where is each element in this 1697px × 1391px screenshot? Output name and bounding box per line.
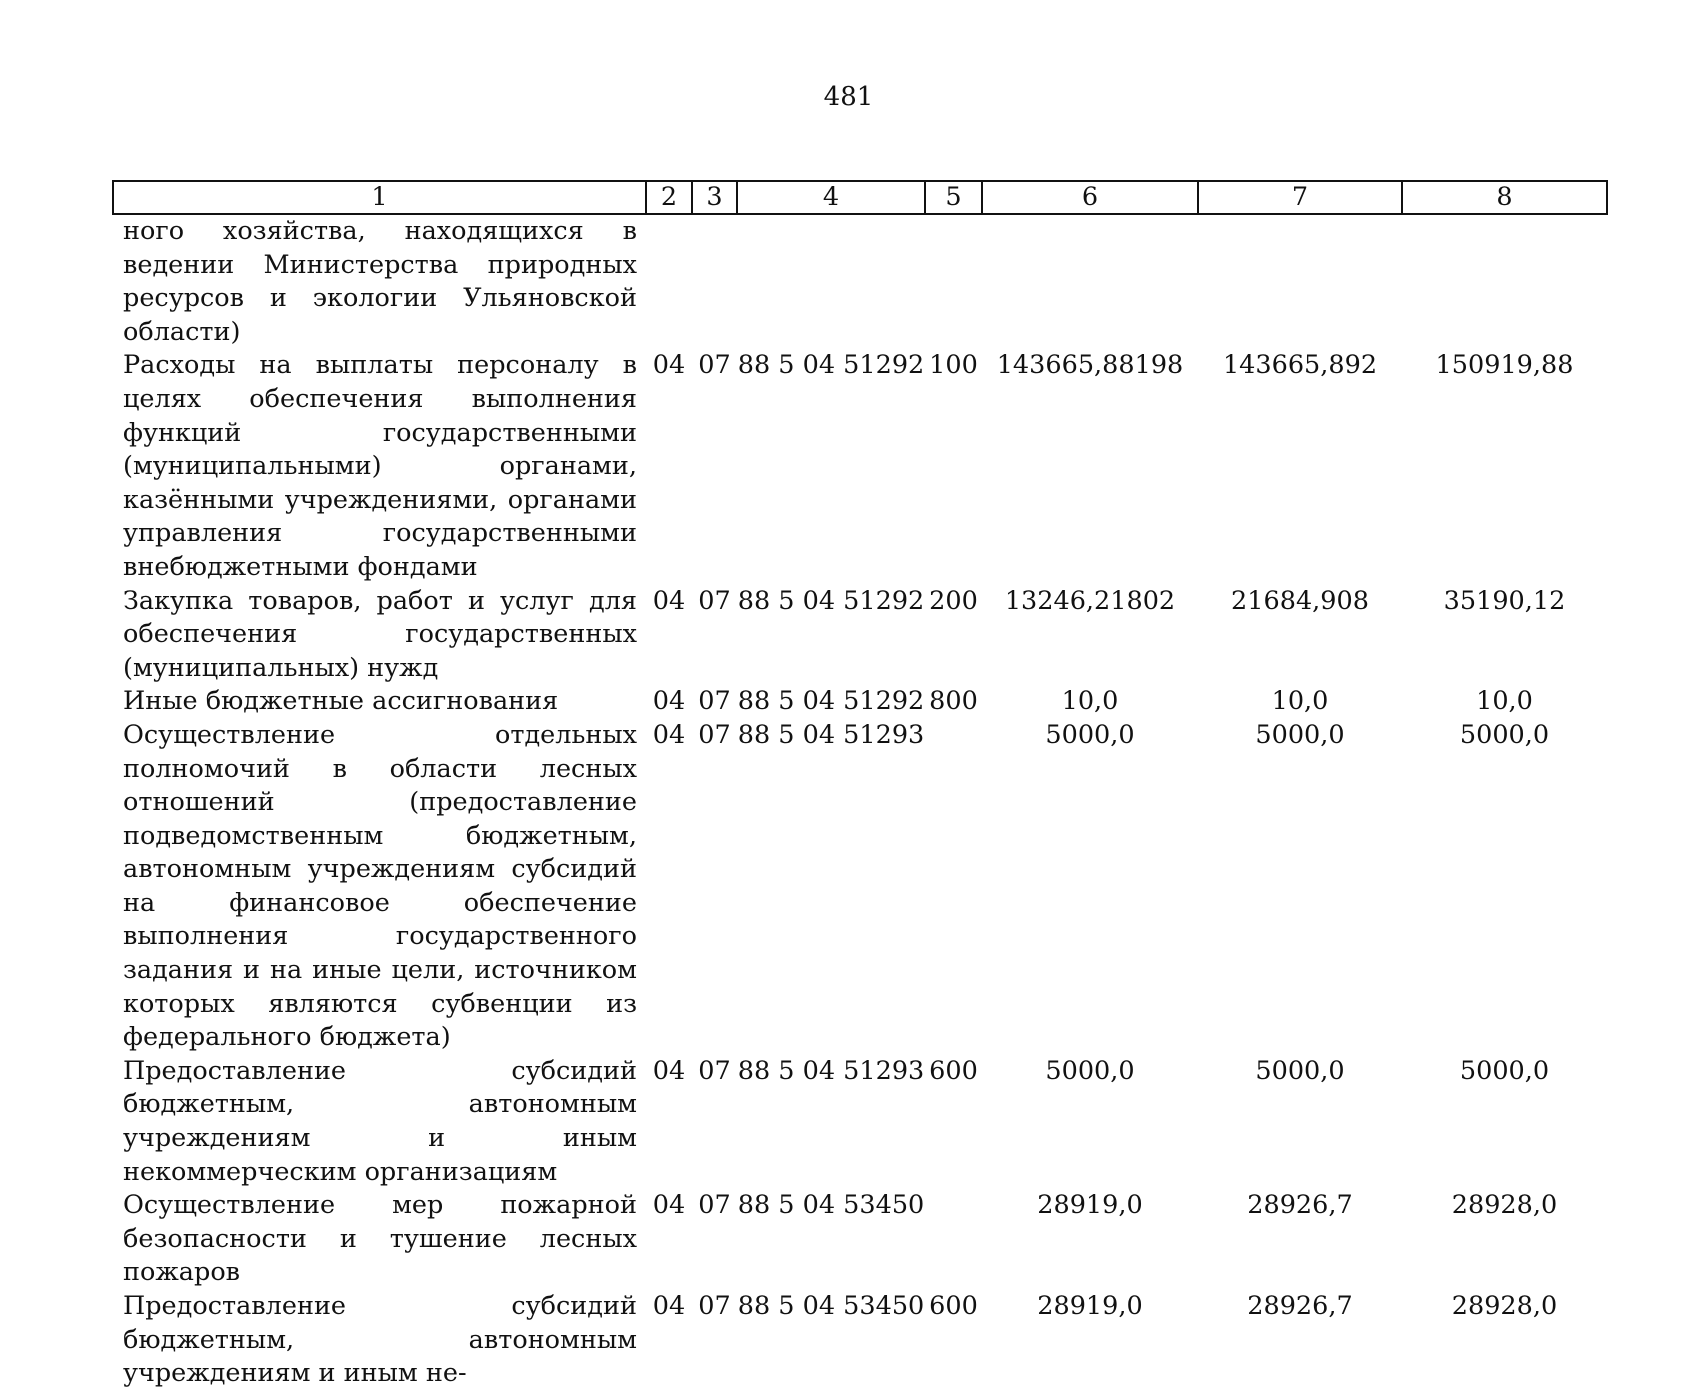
header-col-1: 1 — [113, 181, 646, 214]
header-col-6: 6 — [982, 181, 1198, 214]
row-target-code: 88 5 04 51292 — [737, 350, 925, 381]
row-value-8: 5000,0 — [1459, 1055, 1550, 1086]
row-section: 04 — [652, 719, 686, 750]
row-name: Расходы на выплаты персоналу в целях обеспечения выполнения функций государственными (муниципальными) органами, казёнными учреждениями, органами управления государственными внебюджетными фондами — [123, 350, 637, 582]
row-value-7: 21684,908 — [1231, 585, 1369, 616]
row-target-code: 88 5 04 53450 — [737, 1190, 925, 1221]
table-row — [113, 214, 1607, 349]
row-expense-type: 600 — [929, 1055, 978, 1086]
row-value-7: 5000,0 — [1255, 719, 1345, 750]
row-target-code: 88 5 04 51292 — [737, 585, 925, 616]
row-expense-type: 800 — [929, 686, 978, 717]
page-number: 481 — [823, 82, 874, 112]
table-body — [113, 214, 1607, 1391]
row-subsection: 07 — [698, 719, 731, 750]
row-name: Закупка товаров, работ и услуг для обеспечения государственных (муниципальных) нужд — [123, 585, 637, 683]
row-value-7 — [1198, 214, 1402, 349]
table-row — [113, 349, 1607, 584]
header-col-2: 2 — [646, 181, 692, 214]
table-row — [113, 719, 1607, 1055]
budget-table — [112, 180, 1608, 1391]
row-value-8: 150919,88 — [1435, 350, 1574, 381]
row-subsection: 07 — [698, 686, 731, 717]
table-row — [113, 1055, 1607, 1189]
row-section: 04 — [652, 1055, 686, 1086]
header-col-4: 4 — [737, 181, 925, 214]
row-section: 04 — [652, 1291, 686, 1321]
row-value-8: 5000,0 — [1459, 719, 1550, 750]
header-col-7: 7 — [1198, 181, 1402, 214]
row-name: Осуществление мер пожарной безопасности и тушение лесных пожаров — [123, 1190, 637, 1288]
row-name: Осуществление отдельных полномочий в области лесных отношений (предоставление подведомственным бюджетным, автономным учреждениям субсидий на финансовое обеспечение выполнения государственного задания и на иные цели, источником которых являются субвенции из федерального бюджета) — [123, 719, 637, 1053]
row-target-code: 88 5 04 53450 — [737, 1291, 925, 1321]
row-value-7: 143665,892 — [1222, 350, 1378, 381]
row-name: Иные бюджетные ассигнования — [123, 686, 559, 717]
row-expense-type: 100 — [929, 350, 978, 381]
row-value-8: 10,0 — [1476, 686, 1533, 717]
header-col-3: 3 — [692, 181, 737, 214]
row-value-6: 5000,0 — [1045, 719, 1135, 750]
row-name: ного хозяйства, находящихся в ведении Министерства природных ресурсов и экологии Ульяновской области) — [123, 216, 637, 347]
row-value-6: 28919,0 — [1037, 1190, 1143, 1221]
row-value-8: 28928,0 — [1451, 1190, 1558, 1221]
row-value-8: 35190,12 — [1443, 585, 1566, 616]
row-value-6: 10,0 — [1061, 686, 1119, 717]
row-value-6 — [982, 214, 1198, 349]
row-value-6: 13246,21802 — [1004, 585, 1176, 616]
row-name: Предоставление субсидий бюджетным, автономным учреждениям и иным некоммерческим организациям — [123, 1055, 637, 1187]
row-subsection: 07 — [698, 1055, 731, 1086]
row-value-8 — [1402, 214, 1607, 349]
row-expense-type — [925, 1189, 982, 1290]
row-section — [646, 214, 692, 349]
row-section: 04 — [652, 350, 686, 381]
table-row — [113, 685, 1607, 719]
row-value-6: 5000,0 — [1045, 1055, 1135, 1086]
row-subsection: 07 — [698, 1190, 731, 1221]
row-name: Предоставление субсидий бюджетным, автономным учреждениям и иным не- — [123, 1291, 637, 1389]
header-col-5: 5 — [925, 181, 982, 214]
row-subsection — [692, 214, 737, 349]
row-value-8: 28928,0 — [1451, 1291, 1558, 1321]
row-expense-type — [925, 214, 982, 349]
row-subsection: 07 — [698, 585, 731, 616]
row-value-7: 28926,7 — [1247, 1291, 1353, 1321]
row-section: 04 — [652, 1190, 686, 1221]
row-target-code — [737, 214, 925, 349]
row-expense-type — [925, 719, 982, 1055]
table-row — [113, 1189, 1607, 1290]
row-target-code: 88 5 04 51292 — [737, 686, 925, 717]
row-target-code: 88 5 04 51293 — [737, 719, 925, 750]
table-header — [113, 181, 1607, 214]
row-expense-type: 600 — [929, 1291, 978, 1321]
row-value-7: 10,0 — [1271, 686, 1329, 717]
row-value-6: 28919,0 — [1037, 1291, 1143, 1321]
header-row — [113, 181, 1607, 214]
table-row — [113, 585, 1607, 686]
row-subsection: 07 — [698, 350, 731, 381]
row-value-6: 143665,88198 — [996, 350, 1184, 381]
row-value-7: 5000,0 — [1255, 1055, 1345, 1086]
row-subsection: 07 — [698, 1291, 731, 1321]
header-col-8: 8 — [1402, 181, 1607, 214]
row-target-code: 88 5 04 51293 — [737, 1055, 925, 1086]
row-value-7: 28926,7 — [1247, 1190, 1353, 1221]
table-row — [113, 1290, 1607, 1391]
row-expense-type: 200 — [929, 585, 978, 616]
row-section: 04 — [652, 686, 686, 717]
row-section: 04 — [652, 585, 686, 616]
